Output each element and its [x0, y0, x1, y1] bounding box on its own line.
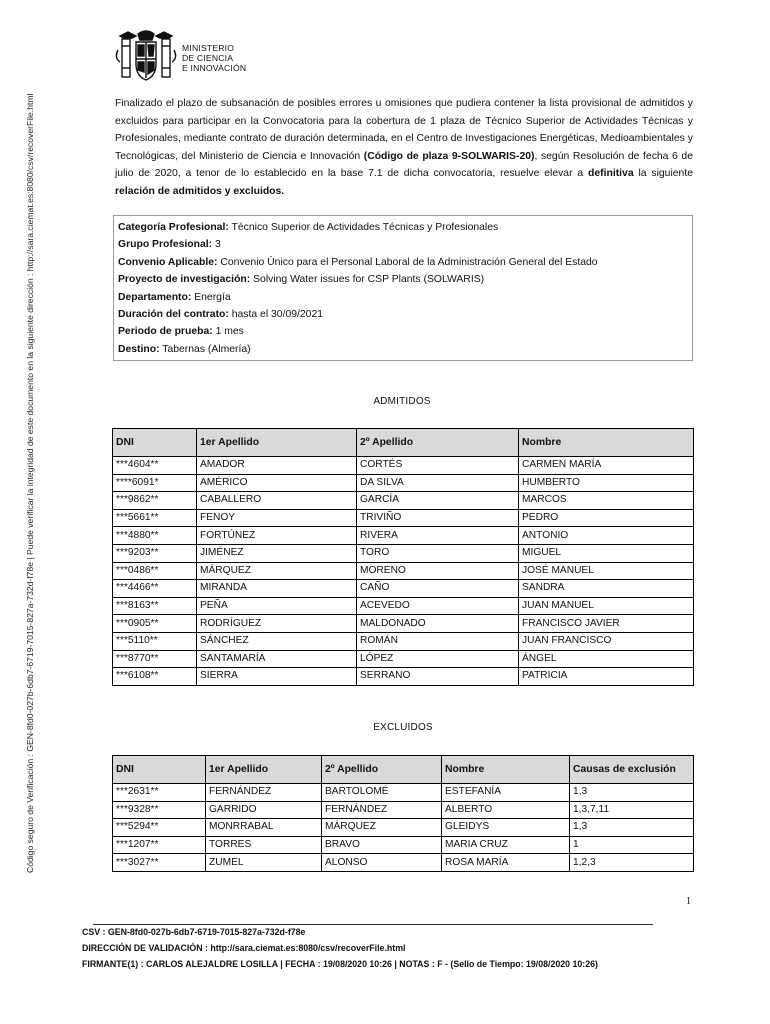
table-cell: SIERRA [197, 668, 357, 686]
table-row [113, 632, 694, 650]
position-details-box [113, 215, 693, 361]
table-cell: GLEIDYS [442, 819, 570, 837]
header-name: Nombre [519, 429, 694, 457]
table-cell: CARMEN MARÍA [519, 457, 694, 475]
detail-group: Grupo Profesional: 3 [118, 239, 221, 251]
table-cell: ACEVEDO [357, 597, 519, 615]
table-row [113, 819, 694, 837]
table-cell: MONRRABAL [206, 819, 322, 837]
table-cell: BRAVO [322, 836, 442, 854]
table-row [113, 544, 694, 562]
table-row [113, 492, 694, 510]
table-cell: PATRICIA [519, 668, 694, 686]
table-cell: ***8163** [113, 597, 197, 615]
table-cell: MARIA CRUZ [442, 836, 570, 854]
ministry-logo [114, 28, 264, 86]
header-exclusion-causes: Causas de exclusión [570, 756, 694, 784]
excluidos-table [112, 755, 694, 872]
table-cell: MARCOS [519, 492, 694, 510]
table-cell: 1,3,7,11 [570, 801, 694, 819]
table-cell: ***5661** [113, 509, 197, 527]
table-cell: ESTEFANÍA [442, 784, 570, 802]
table-row [113, 801, 694, 819]
table-row [113, 668, 694, 686]
table-cell: JUAN MANUEL [519, 597, 694, 615]
table-cell: TORO [357, 544, 519, 562]
detail-category: Categoría Profesional: Técnico Superior de Actividades Técnicas y Profesionales [118, 222, 499, 233]
table-row [113, 527, 694, 545]
table-cell: LÓPEZ [357, 650, 519, 668]
table-cell: ***5110** [113, 632, 197, 650]
page-number: 1 [686, 896, 691, 907]
table-cell: MALDONADO [357, 615, 519, 633]
table-cell: JOSÉ MANUEL [519, 562, 694, 580]
table-row [113, 457, 694, 475]
table-cell: AMADOR [197, 457, 357, 475]
verification-side-note: Código seguro de Verificación : GEN-8fd0-027b-6db7-6719-7015-827a-732d-f78e | Puede verificar la integridad de este documento en la siguiente dirección : http://sara.ciemat.es:8080/csv/recoverFile.html [25, 93, 35, 873]
detail-agreement: Convenio Aplicable: Convenio Único para el Personal Laboral de la Administración General del Estado [118, 256, 598, 268]
table-cell: ***4466** [113, 580, 197, 598]
table-cell: GARRIDO [206, 801, 322, 819]
footer-signer: FIRMANTE(1) : CARLOS ALEJALDRE LOSILLA | FECHA : 19/08/2020 10:26 | NOTAS : F - (Sello de Tiempo: 19/08/2020 10:26) [82, 959, 598, 969]
table-row [113, 650, 694, 668]
table-cell: SANTAMARÍA [197, 650, 357, 668]
table-cell: MÁRQUEZ [197, 562, 357, 580]
detail-duration: Duración del contrato: hasta el 30/09/2021 [118, 309, 324, 321]
table-cell: FERNÁNDEZ [322, 801, 442, 819]
table-cell: 1,3 [570, 784, 694, 802]
header-name: Nombre [442, 756, 570, 784]
table-cell: 1 [570, 836, 694, 854]
table-cell: SANDRA [519, 580, 694, 598]
header-first-surname: 1er Apellido [197, 429, 357, 457]
table-cell: ALBERTO [442, 801, 570, 819]
table-cell: ***8770** [113, 650, 197, 668]
table-cell: BARTOLOMÉ [322, 784, 442, 802]
table-cell: ****6091* [113, 474, 197, 492]
table-row [113, 784, 694, 802]
spain-coat-of-arms-icon [114, 28, 178, 86]
table-row [113, 836, 694, 854]
table-cell: FERNÁNDEZ [206, 784, 322, 802]
table-cell: ***0905** [113, 615, 197, 633]
table-cell: JIMÉNEZ [197, 544, 357, 562]
detail-trial-period: Periodo de prueba: 1 mes [118, 326, 244, 338]
table-cell: TORRES [206, 836, 322, 854]
header-dni: DNI [113, 756, 206, 784]
table-cell: ***0486** [113, 562, 197, 580]
table-cell: ***9203** [113, 544, 197, 562]
table-cell: 1,3 [570, 819, 694, 837]
table-cell: ANTONIO [519, 527, 694, 545]
table-cell: GARCÍA [357, 492, 519, 510]
table-cell: ***2631** [113, 784, 206, 802]
footer-divider [93, 924, 653, 925]
table-cell: PEDRO [519, 509, 694, 527]
footer-csv: CSV : GEN-8fd0-027b-6db7-6719-7015-827a-732d-f78e [82, 927, 306, 937]
header-second-surname: 2º Apellido [322, 756, 442, 784]
table-row [113, 562, 694, 580]
detail-project: Proyecto de investigación: Solving Water issues for CSP Plants (SOLWARIS) [118, 274, 485, 286]
footer-validation-url: DIRECCIÓN DE VALIDACIÓN : http://sara.ciemat.es:8080/csv/recoverFile.html [82, 943, 406, 953]
table-header-row [113, 756, 694, 784]
excluidos-title: EXCLUIDOS [373, 722, 433, 733]
table-cell: ZUMEL [206, 854, 322, 872]
table-cell: ROSA MARÍA [442, 854, 570, 872]
table-cell: SERRANO [357, 668, 519, 686]
detail-destination: Destino: Tabernas (Almería) [118, 343, 251, 355]
table-cell: ***9328** [113, 801, 206, 819]
table-cell: 1,2,3 [570, 854, 694, 872]
table-cell: RIVERA [357, 527, 519, 545]
table-cell: AMÉRICO [197, 474, 357, 492]
table-cell: SÁNCHEZ [197, 632, 357, 650]
header-first-surname: 1er Apellido [206, 756, 322, 784]
table-cell: DA SILVA [357, 474, 519, 492]
table-cell: JUAN FRANCISCO [519, 632, 694, 650]
admitidos-title: ADMITIDOS [373, 396, 431, 407]
table-row [113, 509, 694, 527]
table-cell: CAÑO [357, 580, 519, 598]
table-cell: MÁRQUEZ [322, 819, 442, 837]
table-cell: TRIVIÑO [357, 509, 519, 527]
table-cell: ÁNGEL [519, 650, 694, 668]
plaza-code: (Código de plaza 9-SOLWARIS-20) [363, 150, 535, 162]
table-cell: ***9862** [113, 492, 197, 510]
table-cell: CORTÉS [357, 457, 519, 475]
table-cell: ***1207** [113, 836, 206, 854]
table-cell: FENOY [197, 509, 357, 527]
table-cell: ***5294** [113, 819, 206, 837]
table-row [113, 854, 694, 872]
table-cell: CABALLERO [197, 492, 357, 510]
table-cell: ***3027** [113, 854, 206, 872]
table-cell: MIGUEL [519, 544, 694, 562]
table-cell: PEÑA [197, 597, 357, 615]
table-cell: ROMÁN [357, 632, 519, 650]
table-cell: ALONSO [322, 854, 442, 872]
table-cell: FORTÚNEZ [197, 527, 357, 545]
table-cell: MIRANDA [197, 580, 357, 598]
admitidos-table [112, 428, 694, 686]
table-cell: RODRÍGUEZ [197, 615, 357, 633]
table-cell: ***4880** [113, 527, 197, 545]
table-cell: FRANCISCO JAVIER [519, 615, 694, 633]
header-dni: DNI [113, 429, 197, 457]
intro-paragraph: Finalizado el plazo de subsanación de posibles errores u omisiones que pudiera contener la lista provisional de admitidos y excluidos para participar en la Convocatoria para la cobertura de 1 plaza de Técnico Superior de Actividades Técnicas y Profesionales, mediante contrato de duración determinada, en el Centro de Investigaciones Energéticas, Medioambientales y Tecnológicas, del Ministerio de Ciencia e Innovación (Código de plaza 9-SOLWARIS-20), según Resolución de fecha 6 de julio de 2020, a tenor de lo establecido en la base 7.1 de dicha convocatoria, resuelve elevar a definitiva la siguiente relación de admitidos y excluidos. [115, 98, 693, 197]
table-row [113, 474, 694, 492]
table-header-row [113, 429, 694, 457]
table-cell: ***4604** [113, 457, 197, 475]
table-cell: ***6108** [113, 668, 197, 686]
detail-department: Departamento: Energía [118, 291, 231, 303]
table-row [113, 615, 694, 633]
ministry-name: MINISTERIO DE CIENCIA E INNOVACIÓN [182, 43, 247, 73]
table-cell: HUMBERTO [519, 474, 694, 492]
table-row [113, 580, 694, 598]
header-second-surname: 2º Apellido [357, 429, 519, 457]
table-cell: MORENO [357, 562, 519, 580]
table-row [113, 597, 694, 615]
